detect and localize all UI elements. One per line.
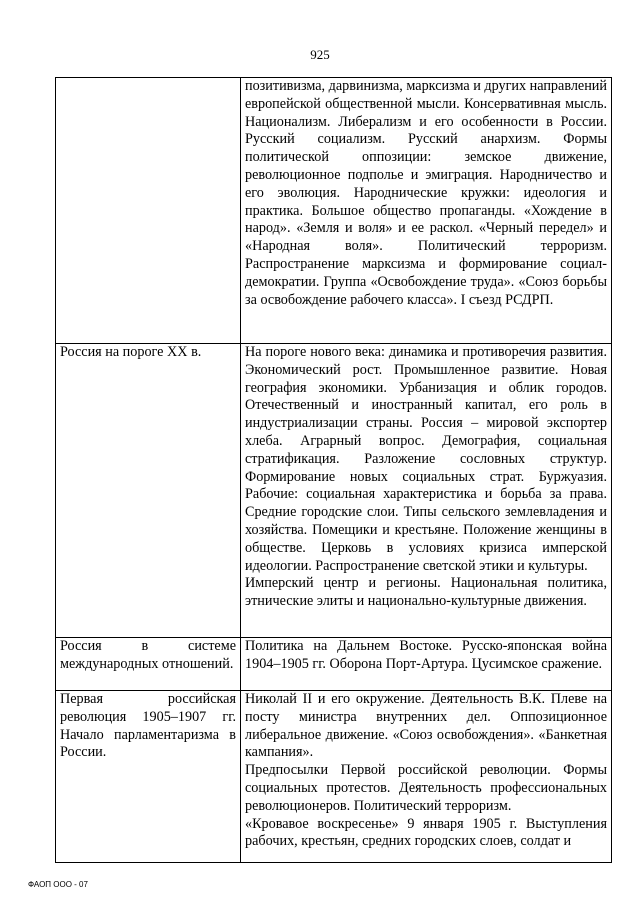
topic-cell — [56, 691, 241, 863]
table-row — [56, 691, 612, 863]
content-paragraph: Имперский центр и регионы. Национальная политика, этнические элиты и национально-культурные движения. — [245, 575, 607, 610]
content-paragraph: позитивизма, дарвинизма, марксизма и других направлений европейской общественной мысли. Консервативная мысль. Национализм. Либерализм и его особенности в России. Русский социализм. Русский анархизм. Формы политической оппозиции: земское движение, революционное подполье и эмиграция. Народничество и его эволюция. Народнические кружки: идеология и практика. Большое общество пропаганды. «Хождение в народ». «Земля и воля» и ее раскол. «Черный передел» и «Народная воля». Политический терроризм. Распространение марксизма и формирование социал-демократии. Группа «Освобождение труда». «Союз борьбы за освобождение рабочего класса». I съезд РСДРП. — [245, 78, 607, 308]
table-row — [56, 638, 612, 691]
table-row — [56, 78, 612, 344]
topic-text: Россия на пороге XX в. — [60, 344, 202, 360]
page-number: 925 — [310, 47, 330, 62]
topic-text: Россия в системе международных отношений. — [60, 638, 236, 672]
content-cell — [241, 78, 612, 344]
content-paragraph: Предпосылки Первой российской революции. Формы социальных протестов. Деятельность профессиональных революционеров. Политический терроризм. — [245, 762, 607, 814]
content-paragraph: Николай II и его окружение. Деятельность В.К. Плеве на посту министра внутренних дел. Оппозиционное либеральное движение. «Союз освобождения». «Банкетная кампания». — [245, 691, 607, 761]
topic-cell — [56, 638, 241, 691]
table-row — [56, 344, 612, 638]
content-cell — [241, 344, 612, 638]
content-paragraph: Политика на Дальнем Востоке. Русско-японская война 1904–1905 гг. Оборона Порт-Артура. Цусимское сражение. — [245, 638, 607, 672]
content-paragraph: На пороге нового века: динамика и противоречия развития. Экономический рост. Промышленное развитие. Новая география экономики. Урбанизация и облик городов. Отечественный и иностранный капитал, его роль в индустриализации страны. Россия – мировой экспортер хлеба. Аграрный вопрос. Демография, социальная стратификация. Разложение сословных структур. Формирование новых социальных страт. Буржуазия. Рабочие: социальная характеристика и борьба за права. Средние городские слои. Типы сельского землевладения и хозяйства. Помещики и крестьяне. Положение женщины в обществе. Церковь в условиях кризиса имперской идеологии. Распространение светской этики и культуры. — [245, 344, 607, 574]
topic-cell — [56, 78, 241, 344]
content-paragraph: «Кровавое воскресенье» 9 января 1905 г. Выступления рабочих, крестьян, средних городских слоев, солдат и — [245, 815, 607, 850]
content-cell — [241, 691, 612, 863]
curriculum-table — [55, 77, 612, 863]
topic-text: Первая российская революция 1905–1907 гг. Начало парламентаризма в России. — [60, 691, 236, 761]
content-cell — [241, 638, 612, 691]
topic-cell — [56, 344, 241, 638]
footer-code: ФАОП ООО - 07 — [28, 880, 88, 889]
